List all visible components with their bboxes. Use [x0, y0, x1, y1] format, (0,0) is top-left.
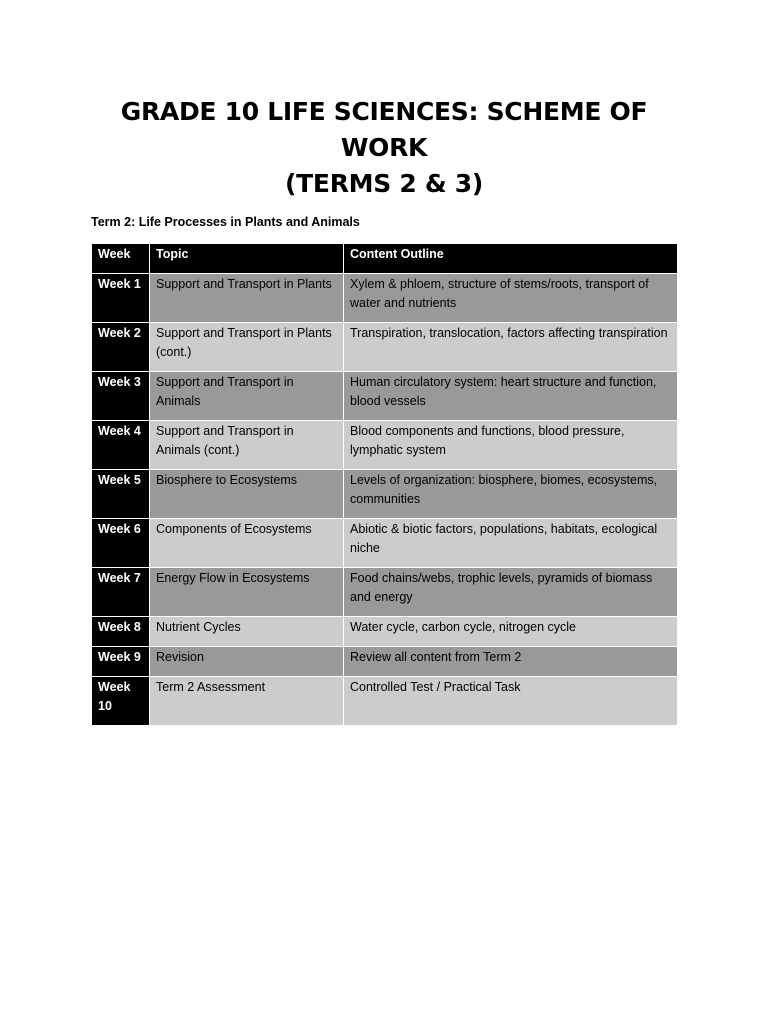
topic-cell: Components of Ecosystems	[150, 519, 344, 568]
topic-cell: Revision	[150, 647, 344, 677]
content-cell: Human circulatory system: heart structure and function, blood vessels	[344, 372, 678, 421]
topic-cell: Nutrient Cycles	[150, 617, 344, 647]
table-row	[92, 647, 678, 677]
topic-cell: Energy Flow in Ecosystems	[150, 568, 344, 617]
week-cell: Week 3	[92, 372, 150, 421]
table-row	[92, 372, 678, 421]
table-header-row	[92, 244, 678, 274]
week-cell: Week 10	[92, 677, 150, 726]
table-row	[92, 421, 678, 470]
week-cell: Week 1	[92, 274, 150, 323]
topic-cell: Support and Transport in Animals	[150, 372, 344, 421]
table-row	[92, 274, 678, 323]
content-cell: Abiotic & biotic factors, populations, habitats, ecological niche	[344, 519, 678, 568]
topic-cell: Support and Transport in Plants (cont.)	[150, 323, 344, 372]
scheme-of-work-table	[91, 243, 678, 726]
column-header-topic: Topic	[150, 244, 344, 274]
topic-cell: Support and Transport in Plants	[150, 274, 344, 323]
week-cell: Week 5	[92, 470, 150, 519]
table-row	[92, 568, 678, 617]
week-cell: Week 8	[92, 617, 150, 647]
content-cell: Xylem & phloem, structure of stems/roots, transport of water and nutrients	[344, 274, 678, 323]
table-row	[92, 617, 678, 647]
page-title-line-2: (TERMS 2 & 3)	[285, 169, 483, 198]
content-cell: Levels of organization: biosphere, biomes, ecosystems, communities	[344, 470, 678, 519]
table-row	[92, 519, 678, 568]
table-row	[92, 470, 678, 519]
section-heading: Term 2: Life Processes in Plants and Animals	[91, 215, 360, 229]
content-cell: Review all content from Term 2	[344, 647, 678, 677]
topic-cell: Support and Transport in Animals (cont.)	[150, 421, 344, 470]
table-row	[92, 677, 678, 726]
content-cell: Blood components and functions, blood pressure, lymphatic system	[344, 421, 678, 470]
content-cell: Food chains/webs, trophic levels, pyramids of biomass and energy	[344, 568, 678, 617]
table-row	[92, 323, 678, 372]
week-cell: Week 7	[92, 568, 150, 617]
column-header-week: Week	[92, 244, 150, 274]
page-title	[80, 94, 688, 202]
content-cell: Transpiration, translocation, factors affecting transpiration	[344, 323, 678, 372]
content-cell: Water cycle, carbon cycle, nitrogen cycle	[344, 617, 678, 647]
week-cell: Week 9	[92, 647, 150, 677]
column-header-content-outline: Content Outline	[344, 244, 678, 274]
content-cell: Controlled Test / Practical Task	[344, 677, 678, 726]
week-cell: Week 2	[92, 323, 150, 372]
topic-cell: Term 2 Assessment	[150, 677, 344, 726]
topic-cell: Biosphere to Ecosystems	[150, 470, 344, 519]
week-cell: Week 4	[92, 421, 150, 470]
page-title-line-1: GRADE 10 LIFE SCIENCES: SCHEME OF WORK	[120, 97, 648, 162]
week-cell: Week 6	[92, 519, 150, 568]
